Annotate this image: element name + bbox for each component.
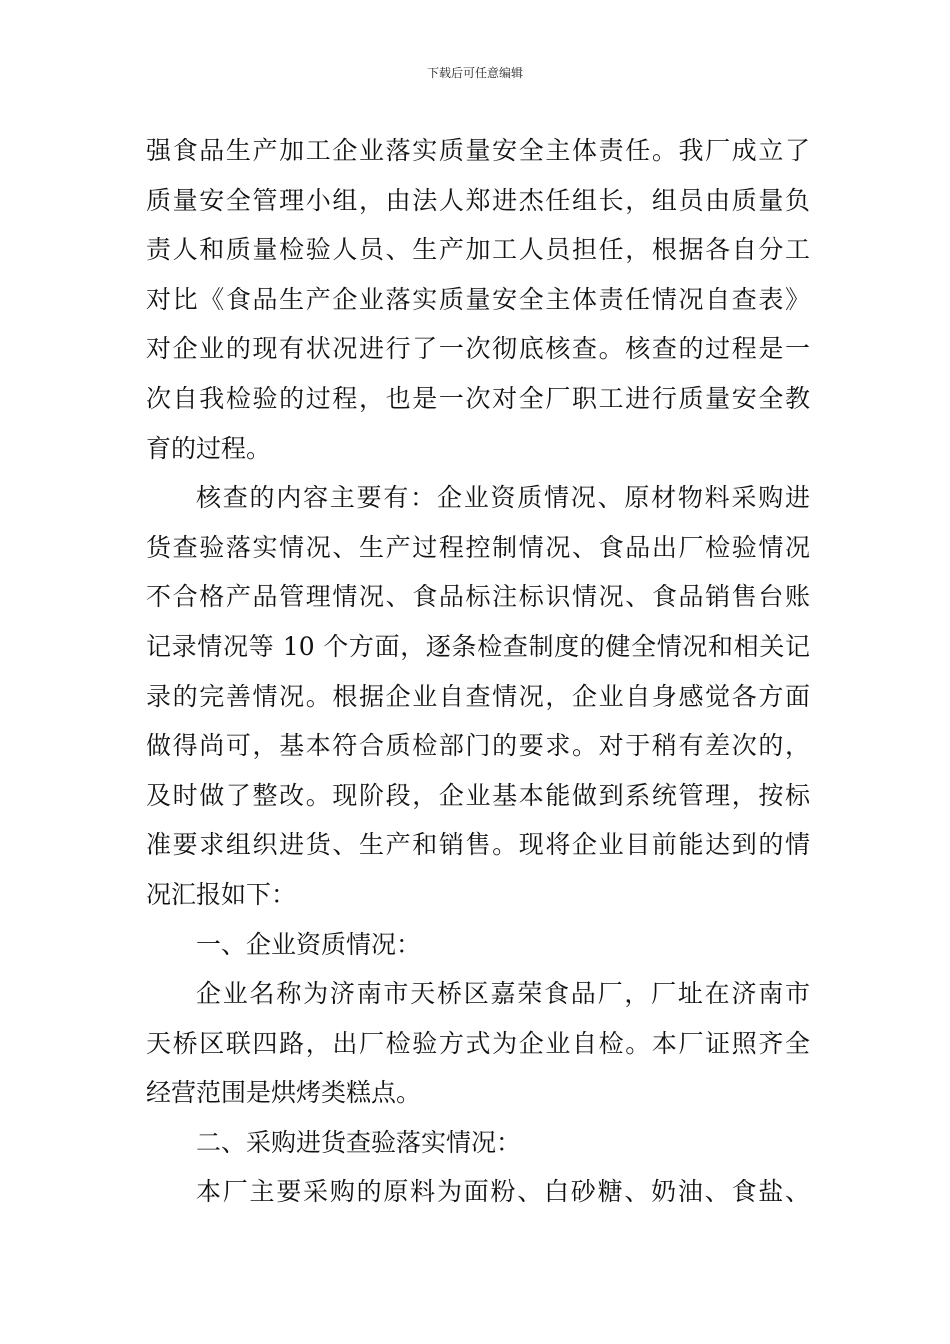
text-line: 不合格产品管理情况、食品标注标识情况、食品销售台账 xyxy=(146,582,810,612)
text-line: 天桥区联四路，出厂检验方式为企业自检。本厂证照齐全 xyxy=(146,1028,810,1058)
text-line: 核查的内容主要有：企业资质情况、原材物料采购进 xyxy=(196,483,810,513)
text-line: 企业名称为济南市天桥区嘉荣食品厂，厂址在济南市 xyxy=(196,979,810,1009)
text-line: 经营范围是烘烤类糕点。 xyxy=(146,1078,422,1108)
text-line: 及时做了整改。现阶段，企业基本能做到系统管理，按标 xyxy=(146,780,810,810)
page-header-note: 下载后可任意编辑 xyxy=(426,66,523,80)
text-line: 货查验落实情况、生产过程控制情况、食品出厂检验情况 xyxy=(146,532,810,562)
text-line: 录的完善情况。根据企业自查情况，企业自身感觉各方面 xyxy=(146,681,810,711)
text-line: 对比《食品生产企业落实质量安全主体责任情况自查表》 xyxy=(146,284,810,314)
text-line: 一、企业资质情况： xyxy=(196,929,422,959)
text-line: 强食品生产加工企业落实质量安全主体责任。我厂成立了 xyxy=(146,136,810,165)
text-line: 准要求组织进货、生产和销售。现将企业目前能达到的情 xyxy=(146,830,810,860)
text-line: 本厂主要采购的原料为面粉、白砂糖、奶油、食盐、 xyxy=(196,1177,810,1207)
text-line: 责人和质量检验人员、生产加工人员担任，根据各自分工 xyxy=(146,235,810,265)
text-line: 次自我检验的过程，也是一次对全厂职工进行质量安全教 xyxy=(146,383,810,413)
text-line: 做得尚可，基本符合质检部门的要求。对于稍有差次的， xyxy=(146,731,810,761)
text-line: 质量安全管理小组，由法人郑进杰任组长，组员由质量负 xyxy=(146,185,810,215)
document-body xyxy=(146,126,810,1217)
text-line: 育的过程。 xyxy=(146,433,272,463)
text-line: 对企业的现有状况进行了一次彻底核查。核查的过程是一 xyxy=(146,334,810,364)
text-line: 况汇报如下： xyxy=(146,879,297,909)
text-line: 二、采购进货查验落实情况： xyxy=(196,1127,522,1157)
text-line: 记录情况等 10 个方面，逐条检查制度的健全情况和相关记 xyxy=(146,631,810,661)
